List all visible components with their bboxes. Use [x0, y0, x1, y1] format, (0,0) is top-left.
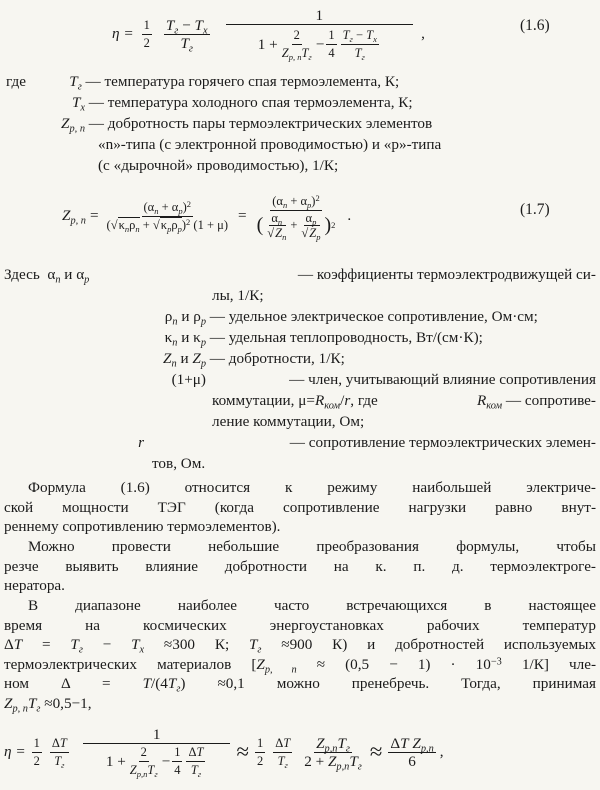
def-commutation: (1+μ) — член, учитывающий влияние сопротивления	[171, 371, 596, 388]
def-merit-np: $Z_n$ и $Z_p$ — добротности, 1/К;	[163, 350, 345, 370]
equation-1-7: $Z_{p, n}$ = $\frac{(\alpha_n + \alpha_p)^2}{(√\kappa_n\rho_n + √\kappa_p\rho_p)^2 (1 + \mu)}$ = $(\alpha_n + \alpha_p)^2$ ( $\frac{\alpha_n}{√Z_n}$ + $\frac{\alpha_p}{√Z_p}$ ) 2 .	[62, 192, 352, 242]
def-element-resistance-line2: тов, Ом.	[152, 455, 206, 472]
def-hot-junction: где $T_г$ — температура горячего спая термоэлемента, К;	[6, 73, 400, 93]
delta-t-fraction: $\frac{T_г - T_х}{T_г}$	[165, 16, 208, 55]
paragraph-3: В диапазоне наиболее часто встречающихся в настоящее время на космических энергоустановках рабочих температур $\Delta T = T_г - T_х \approx 300$ К; $T_г \approx 900$ К) и добротностей используемых термоэлектрических материалов [$Z_{p, n} \approx (0,5 - 1) \cdot 10^{-3}$ 1/К] чле- ном $\Delta = T/(4T_г) \approx 0,1$ можно пренебречь. Тогда, принимая $Z_{p, n}T_г \approx 0,5-1$,	[4, 597, 597, 715]
def-resistivity: $\rho_n$ и $\rho_p$ — удельное электрическое сопротивление, Ом·см;	[164, 308, 538, 328]
equation-number-1-6: (1.6)	[520, 17, 550, 34]
eq-1-7-fraction-a: $\frac{(\alpha_n + \alpha_p)^2}{(√\kappa_n\rho_n + √\kappa_p\rho_p)^2 (1 + \mu)}$	[106, 198, 228, 234]
equation-1-6: η = $\frac{1}{2}$ $\frac{T_г - T_х}{T_г}$ 1 1 + $\frac{2}{Z_{p, n}T_г}$ − $\frac{1}{4}$ $\frac{T_г - T_х}{T_г}$ ,	[112, 6, 425, 62]
eq-lhs: η =	[112, 25, 134, 43]
def-seebeck-line2: лы, 1/К;	[212, 287, 264, 304]
equation-number-1-7: (1.7)	[520, 201, 550, 218]
main-fraction: 1 1 + $\frac{2}{Z_{p, n}T_г}$ − $\frac{1}{4}$ $\frac{T_г - T_х}{T_г}$	[226, 7, 414, 62]
def-thermal-conductivity: $\kappa_n$ и $\kappa_p$ — удельная теплопроводность, Вт/(см·К);	[164, 329, 483, 349]
def-commutation-line2: коммутации, $\mu=R_{ком}/r$, где $R_{ком}$ — сопротиве-	[212, 392, 596, 412]
def-element-resistance: r — сопротивление термоэлектрических элемен-	[138, 434, 596, 451]
def-commutation-line3: ление коммутации, Ом;	[212, 413, 365, 430]
def-cold-junction: $T_х$ — температура холодного спая термоэлемента, К;	[71, 94, 413, 114]
def-figure-of-merit: $Z_{p, n}$ — добротность пары термоэлектрических элементов	[61, 115, 433, 135]
def-seebeck: Здесь $\alpha_n$ и $\alpha_p$ — коэффициенты термоэлектродвижущей си-	[4, 266, 596, 286]
paragraph-2: Можно провести небольшие преобразования формулы, чтобы резче выявить влияние добротности на к. п. д. термоэлектроге- нератора.	[4, 538, 596, 595]
eq-1-7-fraction-b: $(\alpha_n + \alpha_p)^2$ ( $\frac{\alpha_n}{√Z_n}$ + $\frac{\alpha_p}{√Z_p}$ ) 2	[256, 192, 336, 242]
def-figure-of-merit-line2: «n»-типа (с электронной проводимостью) и «p»-типа	[98, 136, 442, 153]
def-figure-of-merit-line3: (с «дырочной» проводимостью), 1/К;	[98, 157, 339, 174]
paragraph-1: Формула (1.6) относится к режиму наибольшей электриче- ской мощности ТЭГ (когда сопротивление нагрузки равно внут- реннему сопротивлению термоэлементов).	[4, 479, 596, 536]
half-fraction: $\frac{1}{2}$	[143, 17, 150, 50]
equation-final: η = $\frac{1}{2}$ $\frac{\Delta T}{T_г}$ 1 1 + $\frac{2}{Z_{p,n}T_г}$ − $\frac{1}{4}$ $\frac{\Delta T}{T_г}$ ≈ $\frac{1}{2}$ $\frac{\Delta T}{T_г}$ $\frac{Z_{p,n}T_г}{2 + Z_{p,n}T_г}$ ≈ $\frac{\Delta T Z_{p,n}}{6}$ ,	[4, 725, 444, 779]
